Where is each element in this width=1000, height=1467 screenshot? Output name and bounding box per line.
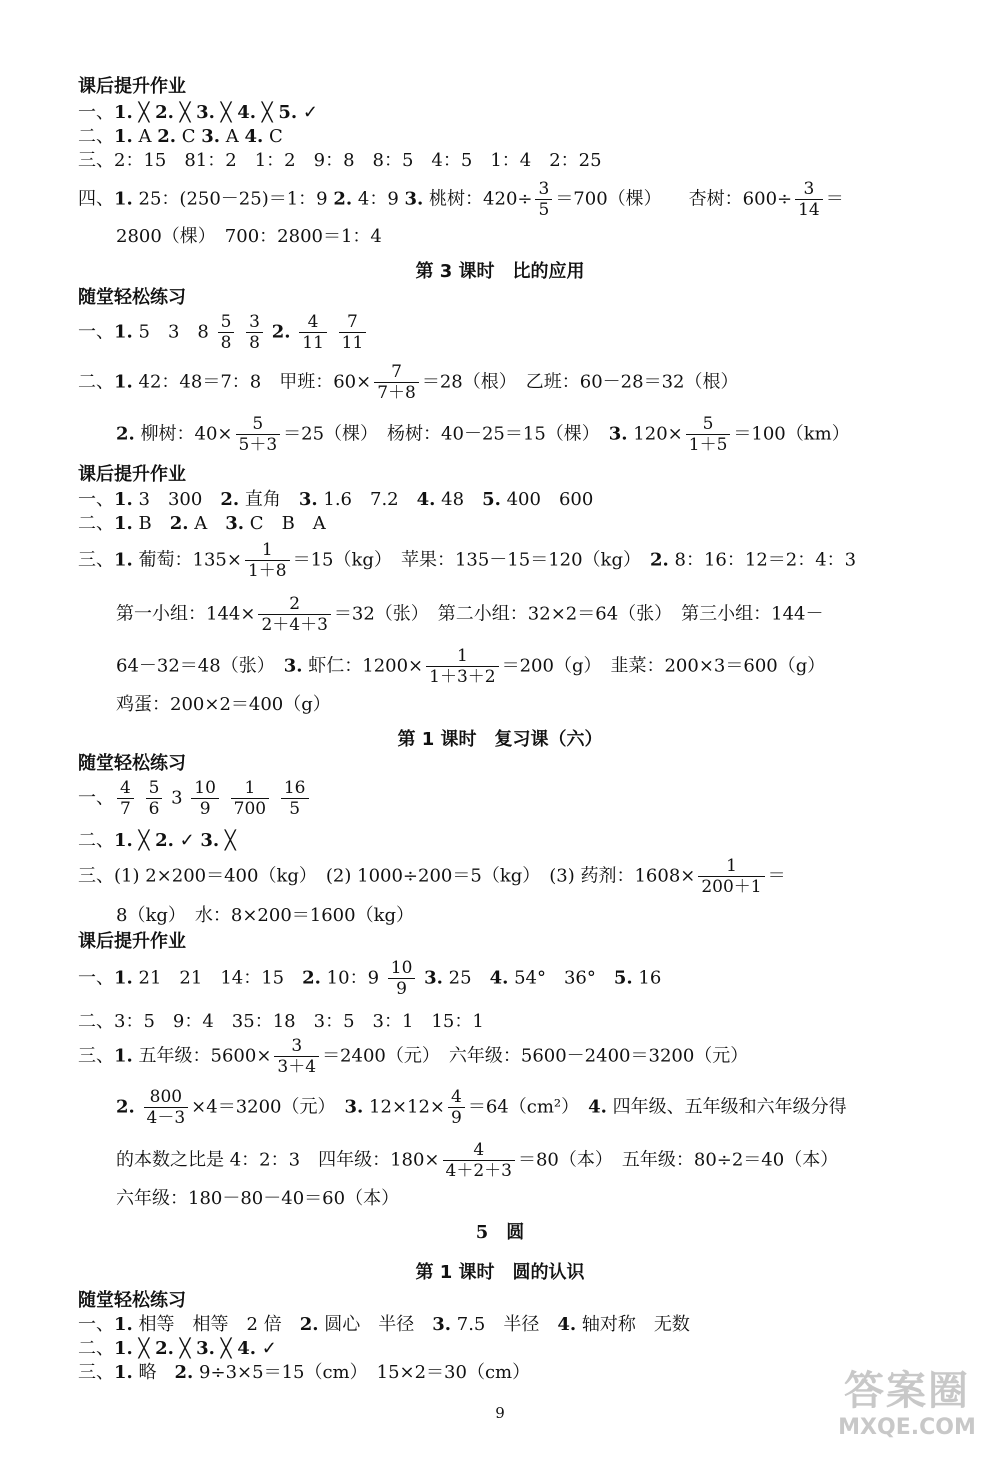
heading-practice: 随堂轻松练习: [78, 753, 186, 774]
section-title: 第 1 课时 复习课（六）: [397, 729, 603, 750]
answer-line: 四、1. 25：(250－25)＝1：9 2. 4：9 3. 桃树：420÷ $\frac{3}{5}$ ＝700（棵） 杏树：600÷ $\frac{3}{14}$ ＝: [78, 179, 844, 220]
answer-line: 2. 柳树：40× $\frac{5}{5+3}$ ＝25（棵） 杨树：40－25＝15（棵） 3. 120× $\frac{5}{1+5}$ ＝100（km）: [116, 414, 850, 455]
answer-line: 第一小组：144× $\frac{2}{2+4+3}$ ＝32（张） 第二小组：32×2＝64（张） 第三小组：144－: [116, 594, 824, 635]
fraction: $\frac{3}{5}$: [535, 179, 552, 220]
answer-line: 64－32＝48（张） 3. 虾仁：1200× $\frac{1}{1+3+2}$ ＝200（g） 韭菜：200×3＝600（g）: [116, 646, 826, 687]
answer-line: 的本数之比是 4：2：3 四年级：180× $\frac{4}{4+2+3}$ ＝80（本） 五年级：80÷2＝40（本）: [116, 1140, 839, 1181]
chapter-title: 5 圆: [475, 1222, 525, 1243]
fraction: $\frac{16}{5}$: [281, 778, 309, 819]
fraction: $\frac{10}{9}$: [191, 778, 219, 819]
answer-line: 一、 $\frac{4}{7}$ $\frac{5}{6}$ 3 $\frac{10}{9}$ $\frac{1}{700}$ $\frac{16}{5}$: [78, 778, 312, 819]
answer-line: 三、2：15 81：2 1：2 9：8 8：5 4：5 1：4 2：25: [78, 150, 602, 171]
page-number: 9: [495, 1404, 505, 1422]
answer-line: 六年级：180－80－40＝60（本）: [116, 1188, 400, 1209]
heading-practice: 随堂轻松练习: [78, 287, 186, 308]
answer-line: 二、1. ╳ 2. ✓ 3. ╳: [78, 830, 236, 851]
fraction: $\frac{10}{9}$: [388, 958, 416, 999]
section-title: 第 3 课时 比的应用: [415, 261, 585, 282]
fraction: $\frac{3}{14}$: [795, 179, 823, 220]
fraction: $\frac{5}{6}$: [146, 778, 163, 819]
answer-line: 三、1. 五年级：5600× $\frac{3}{3+4}$ ＝2400（元） 六年级：5600－2400＝3200（元）: [78, 1036, 749, 1077]
answer-line: 鸡蛋：200×2＝400（g）: [116, 694, 331, 715]
answer-line: 一、1. 相等 相等 2 倍 2. 圆心 半径 3. 7.5 半径 4. 轴对称 无数: [78, 1314, 690, 1335]
fraction: $\frac{3}{8}$: [246, 312, 263, 353]
answer-line: 三、(1) 2×200＝400（kg） (2) 1000÷200＝5（kg） (3) 药剂：1608× $\frac{1}{200+1}$ ＝: [78, 856, 786, 897]
answer-line: 二、1. 42：48＝7：8 甲班：60× $\frac{7}{7+8}$ ＝28（根） 乙班：60－28＝32（根）: [78, 362, 739, 403]
fraction: $\frac{800}{4-3}$: [144, 1087, 189, 1128]
answer-line: 三、1. 略 2. 9÷3×5＝15（cm） 15×2＝30（cm）: [78, 1362, 531, 1383]
answer-line: 一、1. 5 3 8 $\frac{5}{8}$ $\frac{3}{8}$ 2. $\frac{4}{11}$ $\frac{7}{11}$: [78, 312, 369, 353]
fraction: $\frac{4}{7}$: [117, 778, 134, 819]
fraction: $\frac{4}{4+2+3}$: [443, 1140, 515, 1181]
fraction: $\frac{5}{8}$: [218, 312, 235, 353]
section-title: 第 1 课时 圆的认识: [415, 1262, 585, 1283]
heading-practice: 随堂轻松练习: [78, 1290, 186, 1311]
answer-line: 一、1. ╳ 2. ╳ 3. ╳ 4. ╳ 5. ✓: [78, 102, 318, 123]
heading-homework: 课后提升作业: [78, 464, 186, 485]
fraction: $\frac{1}{1+3+2}$: [426, 646, 498, 687]
answer-line: 8（kg） 水：8×200＝1600（kg）: [116, 905, 415, 926]
answer-line: 一、1. 3 300 2. 直角 3. 1.6 7.2 4. 48 5. 400 600: [78, 489, 594, 510]
heading-homework: 课后提升作业: [78, 76, 186, 97]
answer-line: 2800（棵） 700：2800＝1：4: [116, 226, 382, 247]
fraction: $\frac{7}{7+8}$: [374, 362, 419, 403]
fraction: $\frac{5}{1+5}$: [686, 414, 731, 455]
answer-line: 2. $\frac{800}{4-3}$ ×4＝3200（元） 3. 12×12× $\frac{4}{9}$ ＝64（cm²） 4. 四年级、五年级和六年级分得: [116, 1087, 847, 1128]
fraction: $\frac{1}{200+1}$: [698, 856, 764, 897]
fraction: $\frac{2}{2+4+3}$: [258, 594, 330, 635]
watermark-logo: 答案圈 MXQE.COM: [838, 1368, 976, 1440]
fraction: $\frac{3}{3+4}$: [274, 1036, 319, 1077]
answer-line: 三、1. 葡萄：135× $\frac{1}{1+8}$ ＝15（kg） 苹果：135－15＝120（kg） 2. 8：16：12＝2：4：3: [78, 540, 857, 581]
fraction: $\frac{4}{11}$: [299, 312, 327, 353]
fraction: $\frac{7}{11}$: [339, 312, 367, 353]
answer-line: 二、1. B 2. A 3. C B A: [78, 513, 326, 534]
answer-line: 二、1. ╳ 2. ╳ 3. ╳ 4. ✓: [78, 1338, 277, 1359]
heading-homework: 课后提升作业: [78, 931, 186, 952]
answer-line: 二、3：5 9：4 35：18 3：5 3：1 15：1: [78, 1011, 484, 1032]
fraction: $\frac{5}{5+3}$: [236, 414, 281, 455]
fraction: $\frac{4}{9}$: [448, 1087, 465, 1128]
answer-line: 一、1. 21 21 14：15 2. 10：9 $\frac{10}{9}$ 3. 25 4. 54° 36° 5. 16: [78, 958, 662, 999]
fraction: $\frac{1}{700}$: [231, 778, 269, 819]
answer-line: 二、1. A 2. C 3. A 4. C: [78, 126, 283, 147]
fraction: $\frac{1}{1+8}$: [245, 540, 290, 581]
